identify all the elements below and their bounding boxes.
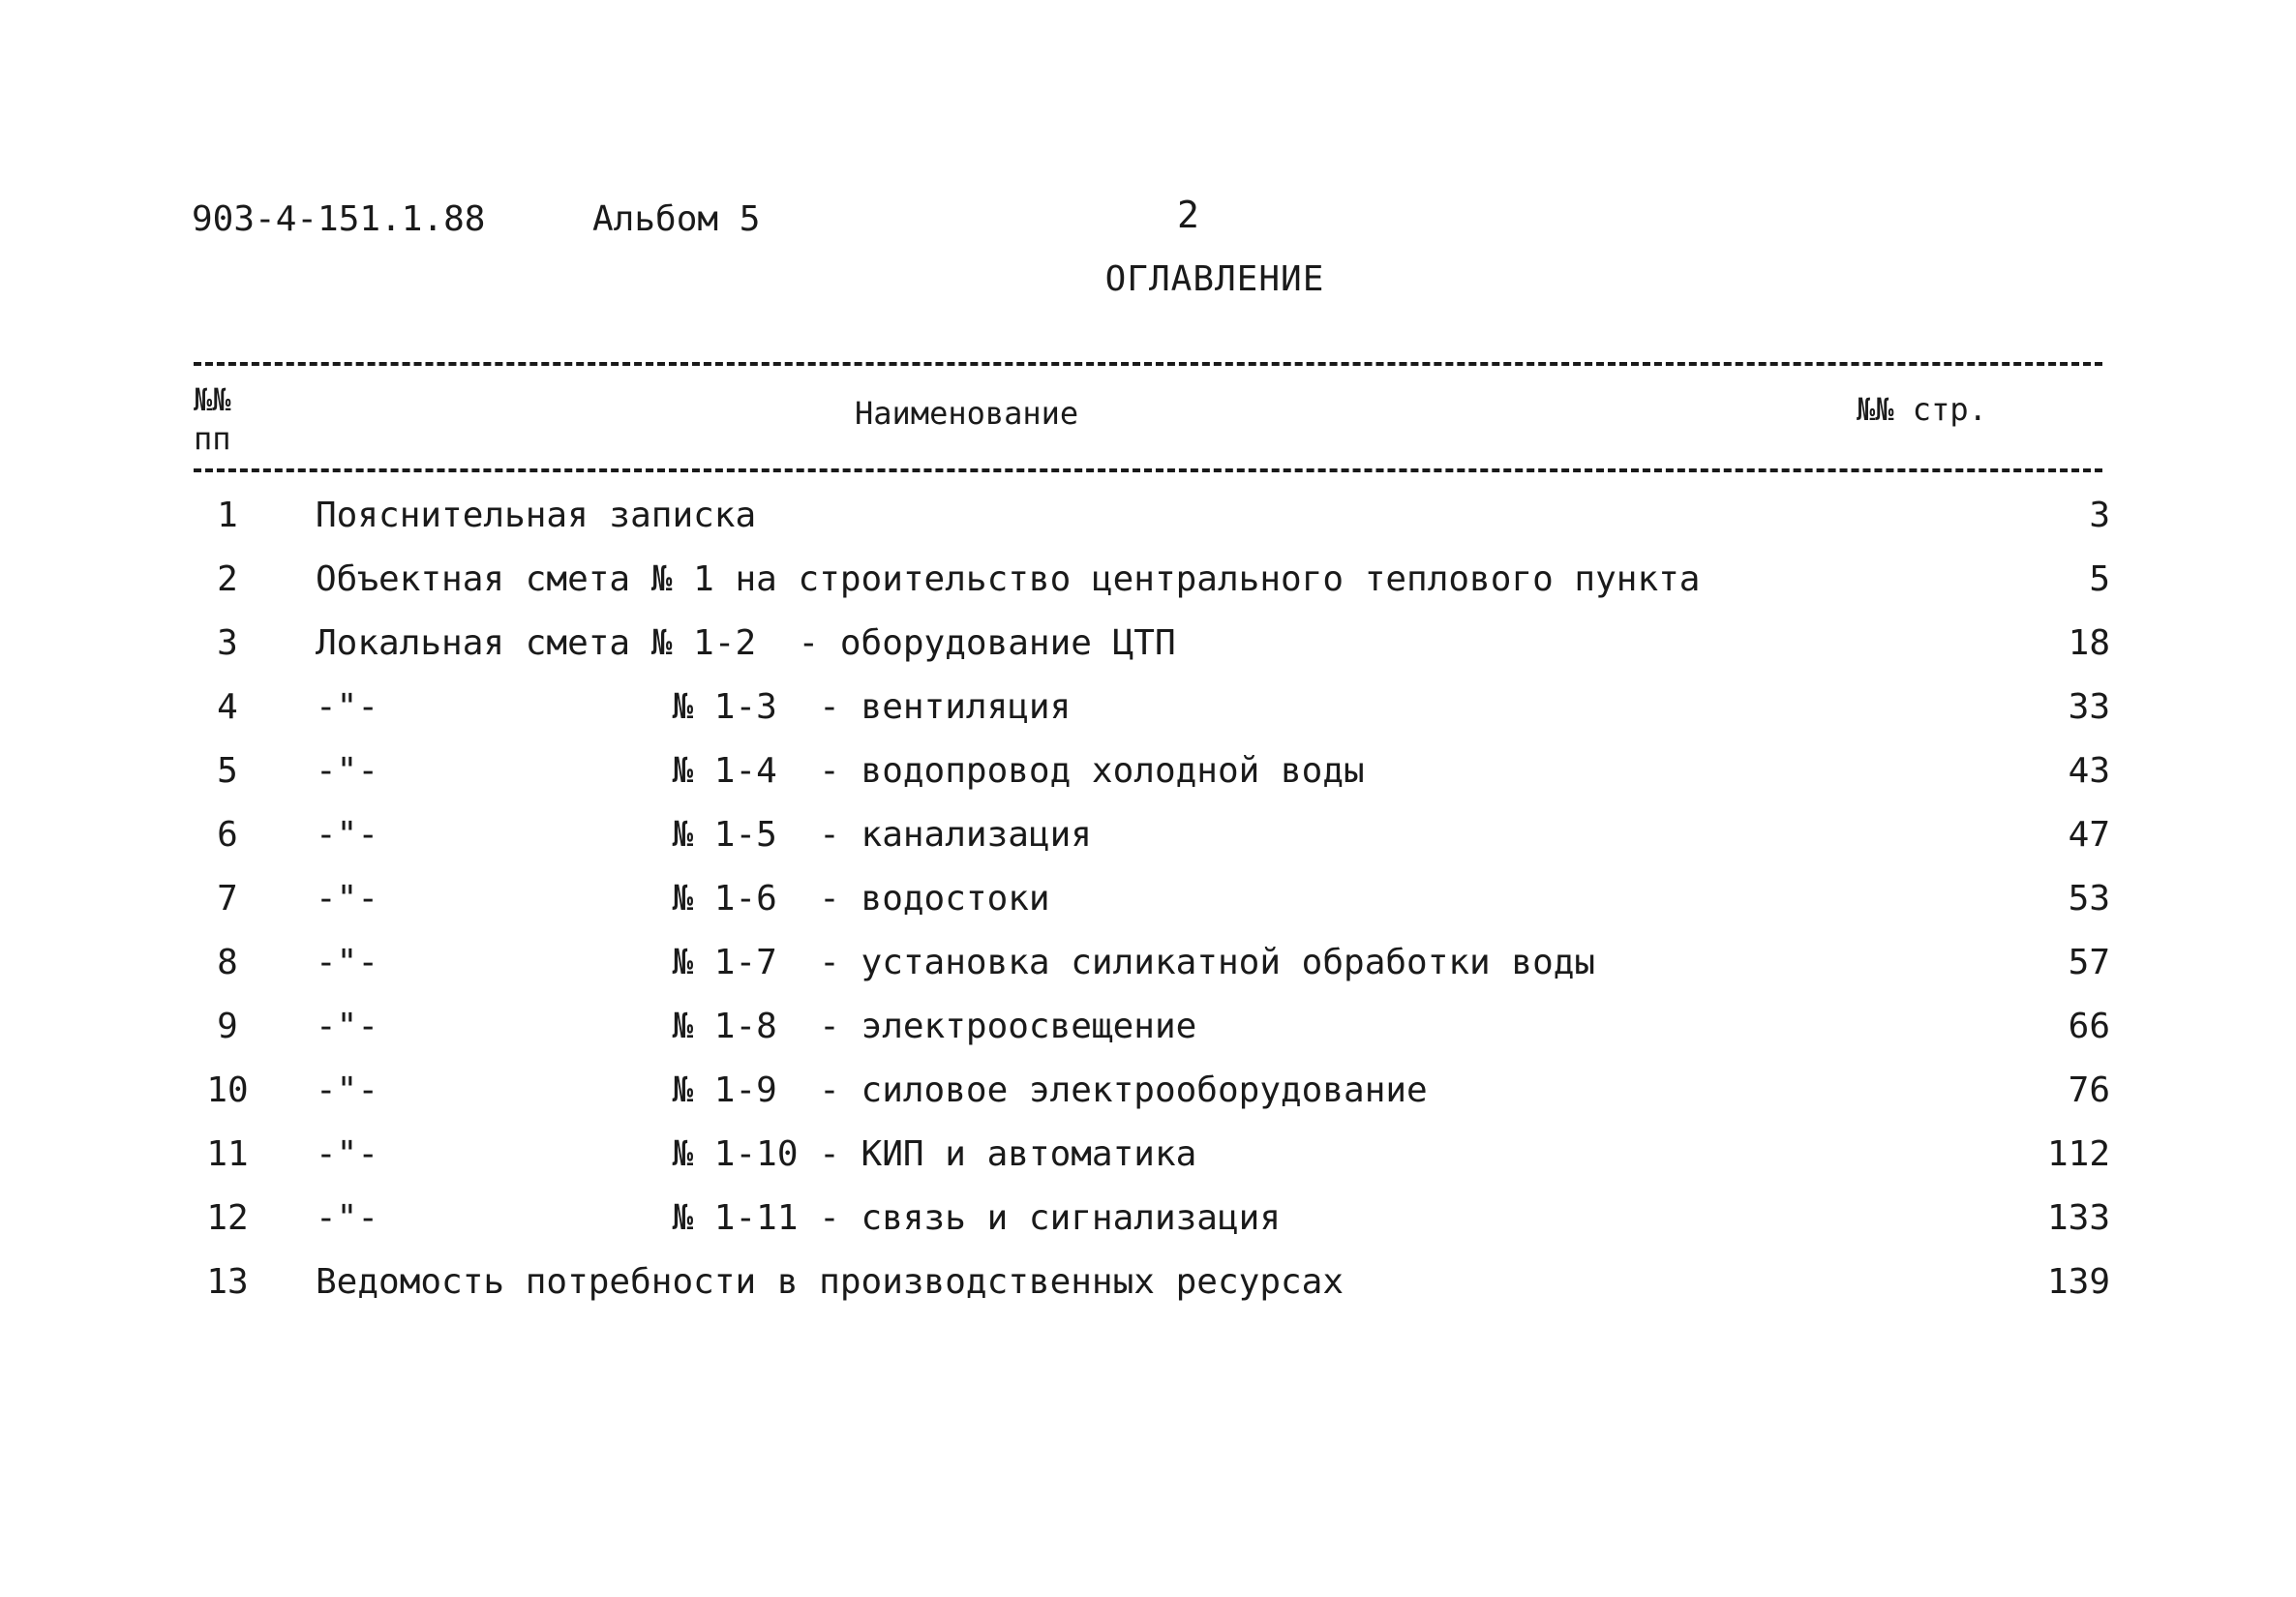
album-label: Альбом 5	[592, 199, 761, 239]
toc-row	[0, 1007, 2296, 1061]
row-number: 9	[217, 1007, 238, 1046]
row-title: Локальная смета № 1-2 - оборудование ЦТП	[316, 623, 1176, 663]
row-title: Пояснительная записка	[316, 496, 757, 535]
row-title: -"- № 1-3 - вентиляция	[316, 687, 1072, 727]
row-title: -"- № 1-10 - КИП и автоматика	[316, 1134, 1197, 1174]
column-header-number-line1: №№	[194, 381, 231, 418]
toc-row	[0, 815, 2296, 869]
row-number: 10	[206, 1070, 249, 1110]
row-number: 5	[217, 751, 238, 791]
table-top-rule	[194, 362, 2102, 366]
row-title: Ведомость потребности в производственных ресурсах	[316, 1262, 1344, 1302]
row-page: 33	[2068, 687, 2110, 727]
row-page: 133	[2046, 1198, 2110, 1238]
row-page: 139	[2046, 1262, 2110, 1302]
row-number: 13	[206, 1262, 249, 1302]
toc-row	[0, 1070, 2296, 1125]
row-page: 112	[2046, 1134, 2110, 1174]
row-title: -"- № 1-5 - канализация	[316, 815, 1092, 855]
row-number: 12	[206, 1198, 249, 1238]
row-page: 43	[2068, 751, 2110, 791]
column-header-name: Наименование	[855, 395, 1079, 432]
row-title: -"- № 1-9 - силовое электрооборудование	[316, 1070, 1428, 1110]
row-title: -"- № 1-8 - электроосвещение	[316, 1007, 1197, 1046]
column-header-page: №№ стр.	[1857, 391, 1987, 428]
row-number: 11	[206, 1134, 249, 1174]
document-code: 903-4-151.1.88	[192, 199, 486, 239]
row-title: -"- № 1-7 - установка силикатной обработки воды	[316, 943, 1596, 982]
toc-row	[0, 687, 2296, 741]
row-title: -"- № 1-11 - связь и сигнализация	[316, 1198, 1281, 1238]
toc-row	[0, 751, 2296, 805]
toc-row	[0, 496, 2296, 550]
page-number: 2	[1177, 194, 1199, 236]
row-page: 66	[2068, 1007, 2110, 1046]
row-title: -"- № 1-6 - водостоки	[316, 879, 1050, 919]
row-page: 76	[2068, 1070, 2110, 1110]
row-number: 4	[217, 687, 238, 727]
row-page: 47	[2068, 815, 2110, 855]
toc-row	[0, 879, 2296, 933]
row-page: 5	[2089, 559, 2110, 599]
toc-row	[0, 1198, 2296, 1252]
toc-row	[0, 1134, 2296, 1189]
toc-row	[0, 1262, 2296, 1316]
toc-row	[0, 623, 2296, 678]
row-number: 6	[217, 815, 238, 855]
row-number: 2	[217, 559, 238, 599]
toc-title: ОГЛАВЛЕНИЕ	[1104, 259, 1325, 299]
row-title: Объектная смета № 1 на строительство центрального теплового пункта	[316, 559, 1701, 599]
row-title: -"- № 1-4 - водопровод холодной воды	[316, 751, 1365, 791]
row-number: 3	[217, 623, 238, 663]
toc-row	[0, 943, 2296, 997]
row-number: 1	[217, 496, 238, 535]
row-page: 3	[2089, 496, 2110, 535]
table-header-rule	[194, 468, 2102, 472]
row-page: 57	[2068, 943, 2110, 982]
row-number: 8	[217, 943, 238, 982]
column-header-number-line2: пп	[194, 420, 231, 457]
row-page: 53	[2068, 879, 2110, 919]
row-number: 7	[217, 879, 238, 919]
row-page: 18	[2068, 623, 2110, 663]
toc-row	[0, 559, 2296, 614]
